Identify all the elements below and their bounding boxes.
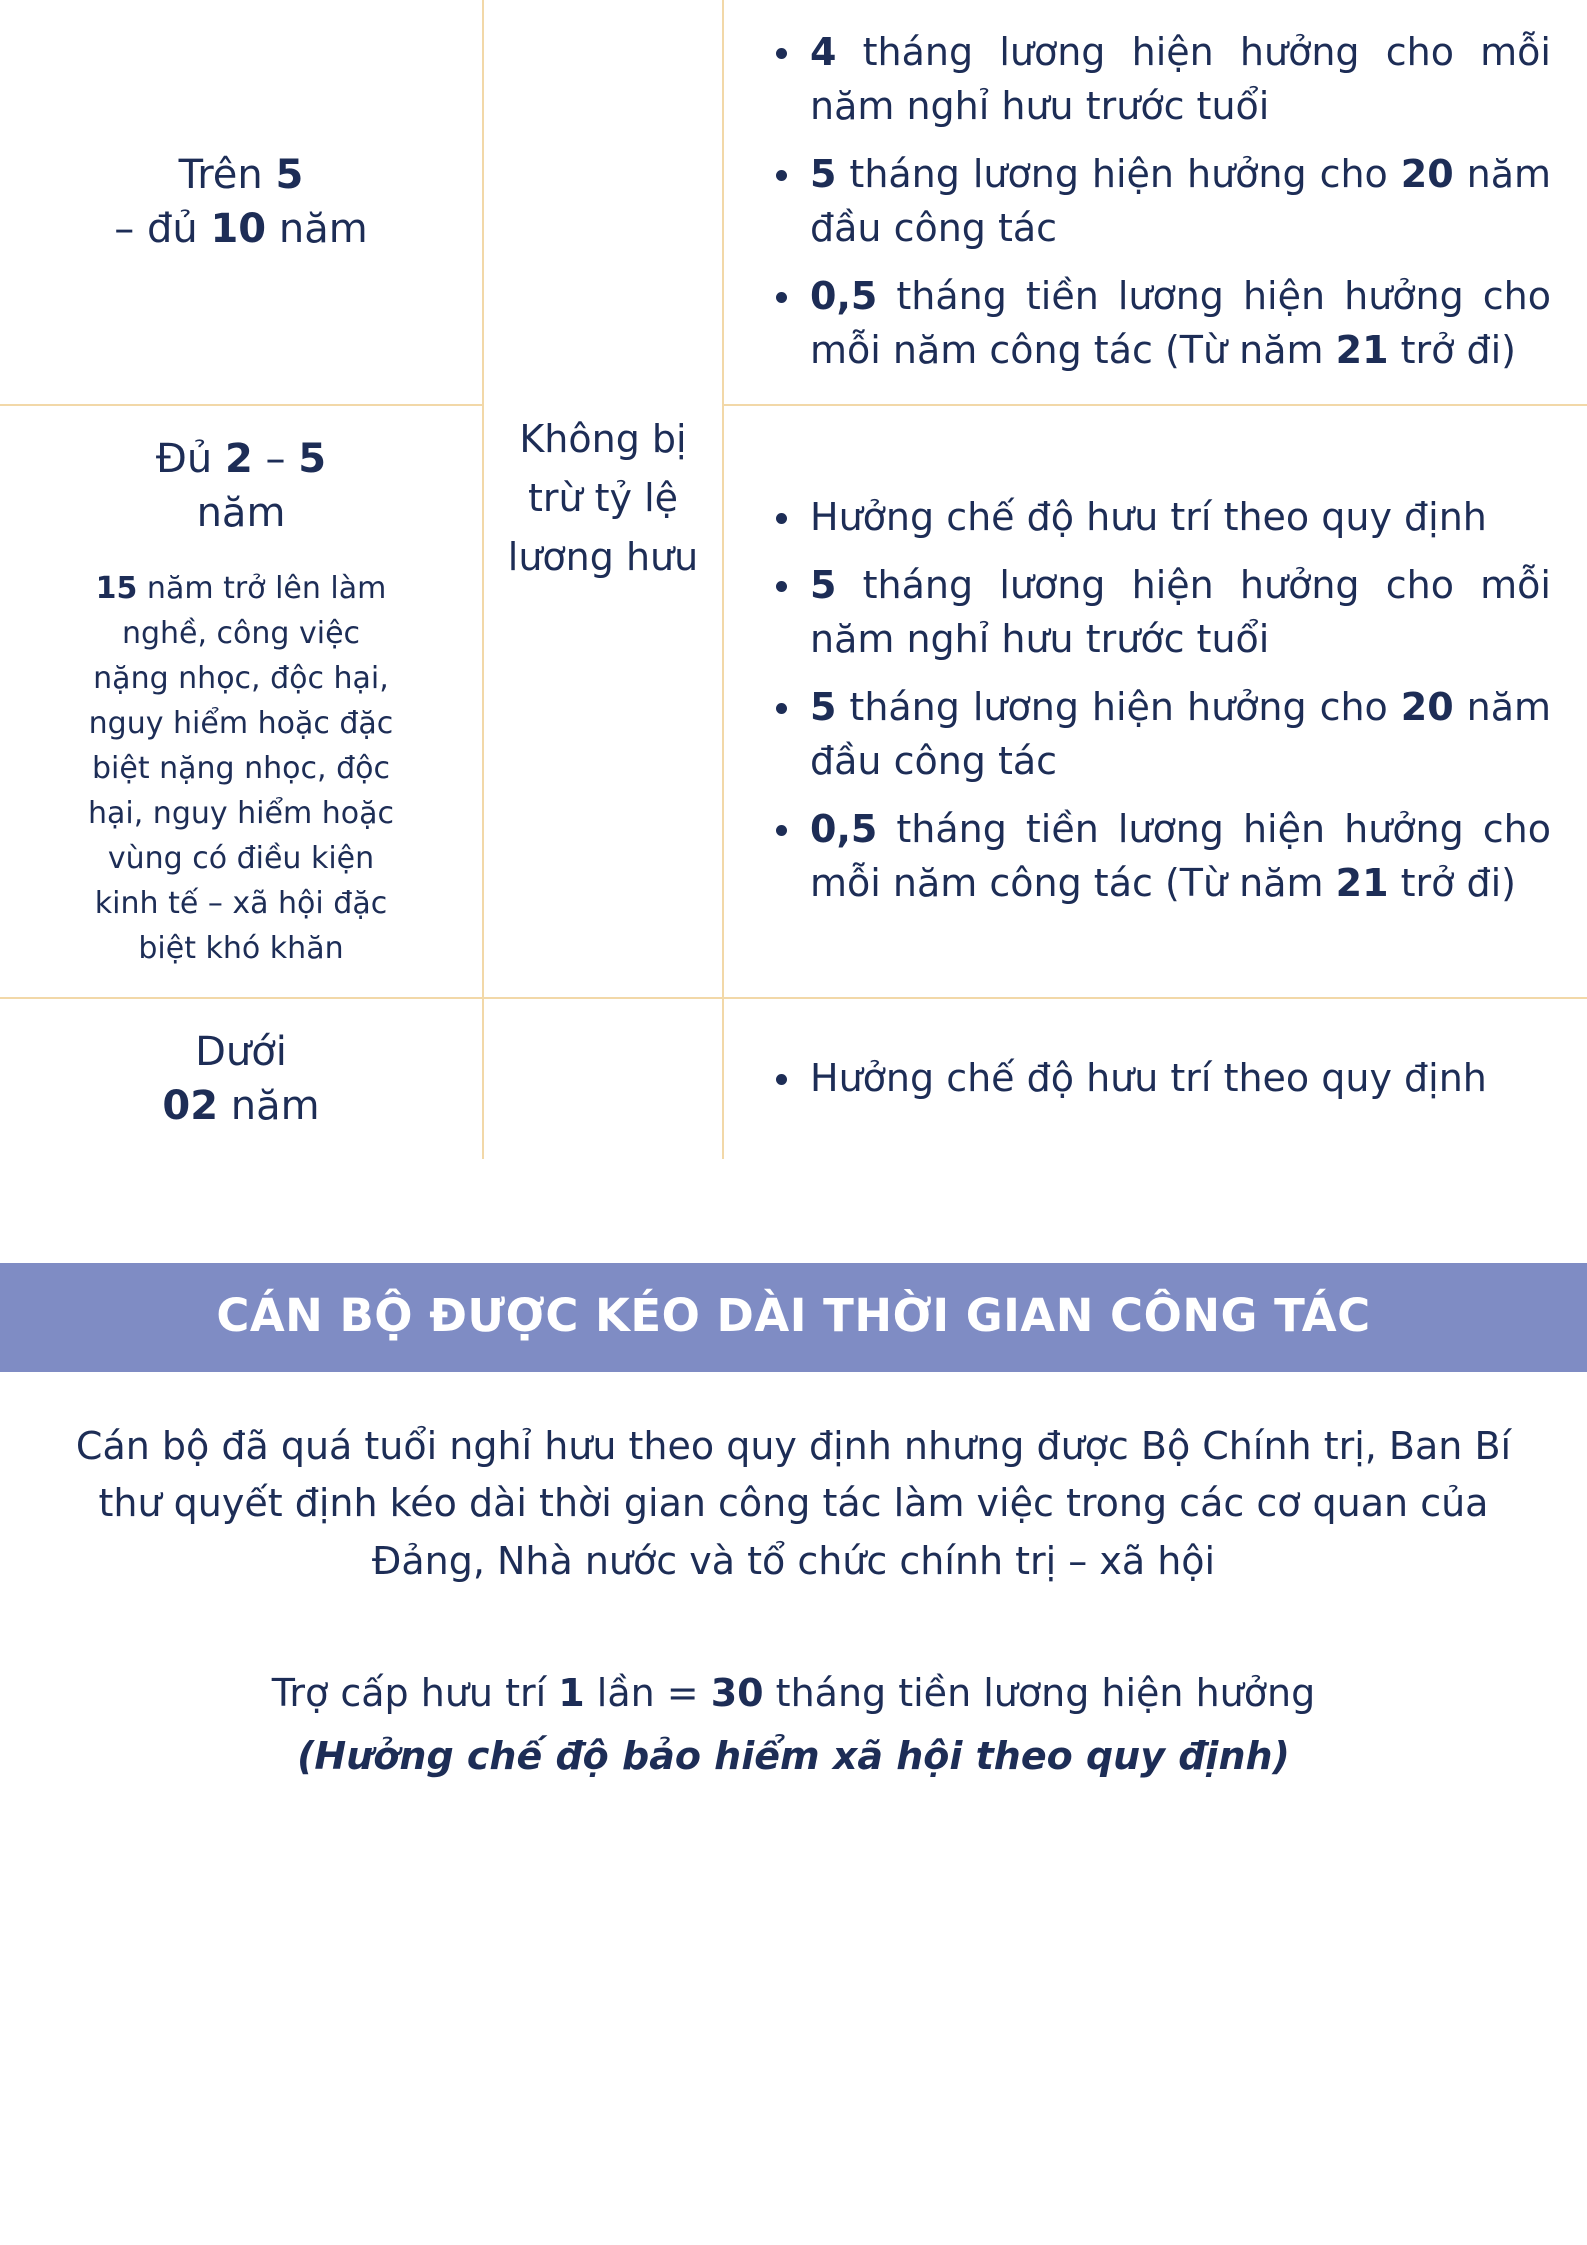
benefit-item: 4 tháng lương hiện hưởng cho mỗi năm nghỉ hưu trước tuổi: [810, 26, 1551, 134]
middle-spacer-cell: [483, 998, 723, 1159]
table-row: [0, 405, 1587, 998]
section-banner: CÁN BỘ ĐƯỢC KÉO DÀI THỜI GIAN CÔNG TÁC: [0, 1263, 1587, 1372]
subsidy-note: (Hưởng chế độ bảo hiểm xã hội theo quy định): [297, 1733, 1290, 1778]
duration-text-2: Đủ 2 – 5 năm: [155, 435, 327, 536]
duration-cell-3: [0, 998, 483, 1159]
benefits-list-2: [754, 491, 1557, 911]
benefit-item: Hưởng chế độ hưu trí theo quy định: [810, 491, 1551, 545]
duration-note-2: 15 năm trở lên làm nghề, công việc nặng nhọc, độc hại, nguy hiểm hoặc đặc biệt nặng nhọc, độc hại, nguy hiểm hoặc vùng có điều kiện kinh tế – xã hội đặc biệt khó khăn: [88, 570, 394, 966]
table-row: [0, 998, 1587, 1159]
benefit-item: 0,5 tháng tiền lương hiện hưởng cho mỗi năm công tác (Từ năm 21 trở đi): [810, 803, 1551, 911]
benefits-cell-1: [723, 0, 1587, 405]
bottom-section: [0, 1372, 1587, 1785]
benefits-list-1: [754, 26, 1557, 378]
duration-text-1: Trên 5 – đủ 10 năm: [114, 151, 368, 252]
duration-cell-2: [0, 405, 483, 998]
benefit-item: 5 tháng lương hiện hưởng cho mỗi năm nghỉ hưu trước tuổi: [810, 559, 1551, 667]
middle-label-cell: [483, 0, 723, 998]
benefit-item: 5 tháng lương hiện hưởng cho 20 năm đầu công tác: [810, 148, 1551, 256]
section-spacer: [0, 1159, 1587, 1263]
table-row: [0, 0, 1587, 405]
no-pension-deduction-label: Không bị trừ tỷ lệ lương hưu: [507, 417, 699, 579]
benefit-item: 5 tháng lương hiện hưởng cho 20 năm đầu công tác: [810, 681, 1551, 789]
benefits-cell-3: [723, 998, 1587, 1159]
benefits-list-3: [754, 1052, 1557, 1106]
duration-text-3: Dưới 02 năm: [162, 1028, 320, 1129]
benefits-cell-2: [723, 405, 1587, 998]
duration-cell-1: [0, 0, 483, 405]
benefit-item: Hưởng chế độ hưu trí theo quy định: [810, 1052, 1551, 1106]
benefit-item: 0,5 tháng tiền lương hiện hưởng cho mỗi năm công tác (Từ năm 21 trở đi): [810, 270, 1551, 378]
bottom-paragraph: Cán bộ đã quá tuổi nghỉ hưu theo quy định nhưng được Bộ Chính trị, Ban Bí thư quyết định kéo dài thời gian công tác làm việc trong các cơ quan của Đảng, Nhà nước và tổ chức chính trị – xã hội: [75, 1423, 1512, 1584]
subsidy-block: [70, 1665, 1517, 1785]
subsidy-line: Trợ cấp hưu trí 1 lần = 30 tháng tiền lương hiện hưởng: [271, 1670, 1316, 1715]
